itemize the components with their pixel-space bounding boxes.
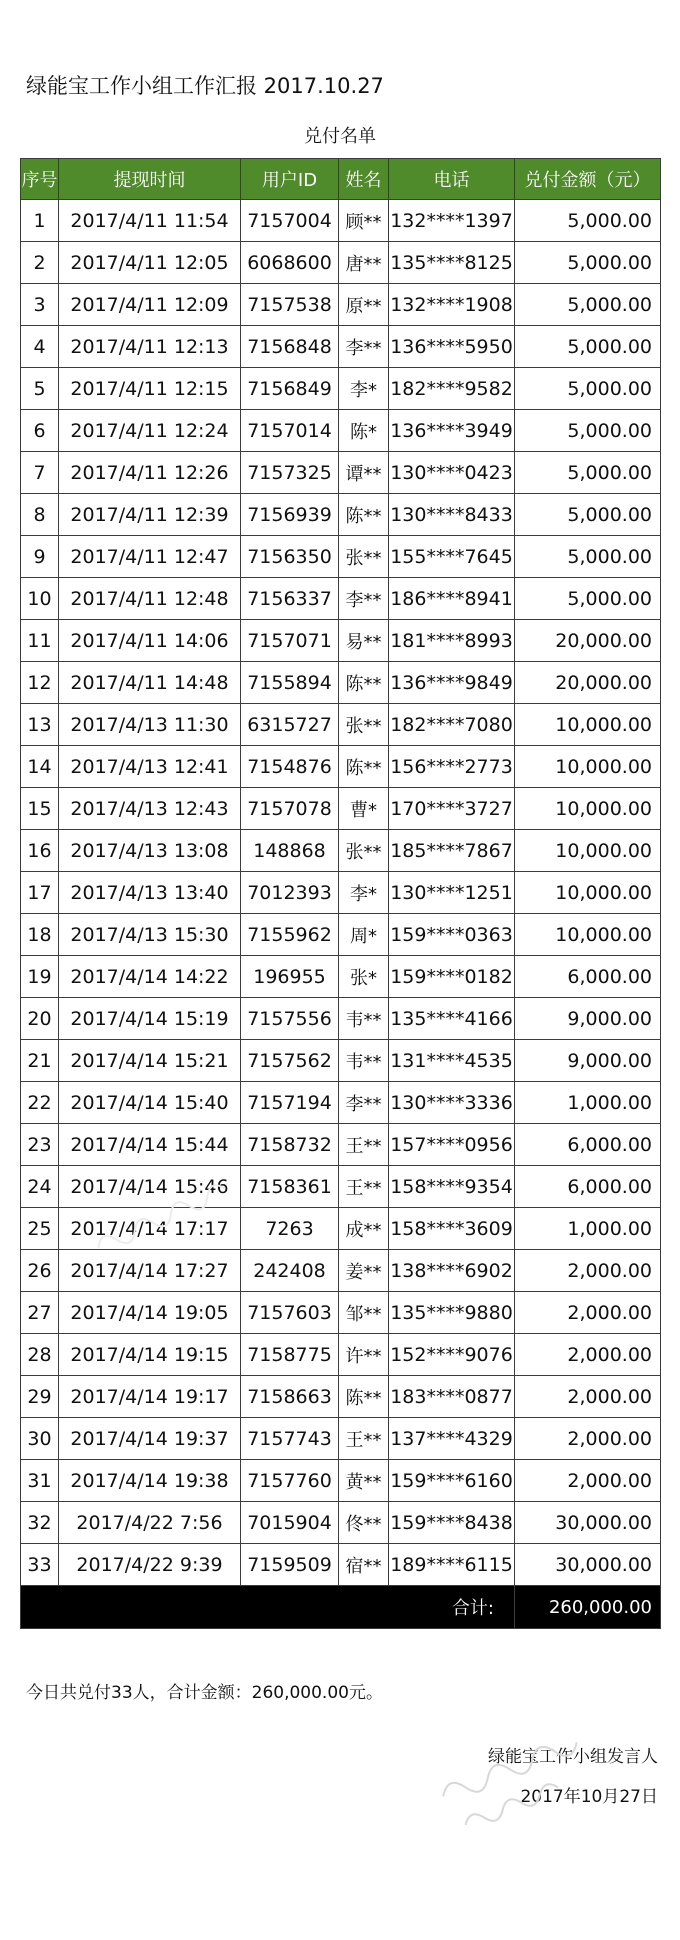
withdraw-time: 2017/4/11 14:06 xyxy=(59,620,241,662)
table-row xyxy=(21,1544,661,1586)
table-row xyxy=(21,1418,661,1460)
withdraw-time: 2017/4/13 15:30 xyxy=(59,914,241,956)
withdraw-time: 2017/4/11 12:13 xyxy=(59,326,241,368)
withdraw-time: 2017/4/11 14:48 xyxy=(59,662,241,704)
amount: 5,000.00 xyxy=(515,452,661,494)
amount: 10,000.00 xyxy=(515,830,661,872)
phone: 137****4329 xyxy=(389,1418,515,1460)
row-index: 32 xyxy=(21,1502,59,1544)
row-index: 29 xyxy=(21,1376,59,1418)
phone: 170****3727 xyxy=(389,788,515,830)
row-index: 19 xyxy=(21,956,59,998)
user-name: 唐** xyxy=(339,242,389,284)
amount: 5,000.00 xyxy=(515,200,661,242)
withdraw-time: 2017/4/11 12:05 xyxy=(59,242,241,284)
phone: 131****4535 xyxy=(389,1040,515,1082)
table-row xyxy=(21,1166,661,1208)
row-index: 10 xyxy=(21,578,59,620)
col-header-amount: 兑付金额（元） xyxy=(515,159,661,200)
table-row xyxy=(21,1208,661,1250)
table-row xyxy=(21,872,661,914)
user-id: 6068600 xyxy=(241,242,339,284)
amount: 5,000.00 xyxy=(515,326,661,368)
table-row xyxy=(21,1376,661,1418)
user-id: 7156939 xyxy=(241,494,339,536)
user-id: 7157603 xyxy=(241,1292,339,1334)
withdraw-time: 2017/4/14 15:40 xyxy=(59,1082,241,1124)
row-index: 3 xyxy=(21,284,59,326)
total-value: 260,000.00 xyxy=(515,1586,661,1629)
user-name: 韦** xyxy=(339,1040,389,1082)
phone: 152****9076 xyxy=(389,1334,515,1376)
col-header-time: 提现时间 xyxy=(59,159,241,200)
row-index: 14 xyxy=(21,746,59,788)
user-name: 李** xyxy=(339,578,389,620)
user-id: 7157071 xyxy=(241,620,339,662)
row-index: 7 xyxy=(21,452,59,494)
row-index: 24 xyxy=(21,1166,59,1208)
amount: 2,000.00 xyxy=(515,1292,661,1334)
table-row xyxy=(21,242,661,284)
col-header-phone: 电话 xyxy=(389,159,515,200)
table-row xyxy=(21,284,661,326)
user-id: 7155962 xyxy=(241,914,339,956)
user-id: 7157743 xyxy=(241,1418,339,1460)
user-id: 7154876 xyxy=(241,746,339,788)
amount: 6,000.00 xyxy=(515,956,661,998)
phone: 158****9354 xyxy=(389,1166,515,1208)
phone: 159****8438 xyxy=(389,1502,515,1544)
withdraw-time: 2017/4/14 19:38 xyxy=(59,1460,241,1502)
row-index: 4 xyxy=(21,326,59,368)
amount: 30,000.00 xyxy=(515,1502,661,1544)
phone: 136****9849 xyxy=(389,662,515,704)
phone: 135****8125 xyxy=(389,242,515,284)
withdraw-time: 2017/4/14 19:15 xyxy=(59,1334,241,1376)
user-id: 7157014 xyxy=(241,410,339,452)
row-index: 22 xyxy=(21,1082,59,1124)
amount: 1,000.00 xyxy=(515,1082,661,1124)
phone: 181****8993 xyxy=(389,620,515,662)
user-name: 李* xyxy=(339,368,389,410)
withdraw-time: 2017/4/14 15:21 xyxy=(59,1040,241,1082)
user-id: 7157078 xyxy=(241,788,339,830)
withdraw-time: 2017/4/13 13:40 xyxy=(59,872,241,914)
withdraw-time: 2017/4/13 11:30 xyxy=(59,704,241,746)
row-index: 6 xyxy=(21,410,59,452)
user-name: 王** xyxy=(339,1124,389,1166)
phone: 159****0182 xyxy=(389,956,515,998)
user-name: 李** xyxy=(339,326,389,368)
row-index: 5 xyxy=(21,368,59,410)
table-row xyxy=(21,536,661,578)
row-index: 18 xyxy=(21,914,59,956)
table-row xyxy=(21,662,661,704)
row-index: 21 xyxy=(21,1040,59,1082)
phone: 156****2773 xyxy=(389,746,515,788)
withdraw-time: 2017/4/14 17:27 xyxy=(59,1250,241,1292)
row-index: 1 xyxy=(21,200,59,242)
table-row xyxy=(21,410,661,452)
user-id: 7158361 xyxy=(241,1166,339,1208)
withdraw-time: 2017/4/14 15:19 xyxy=(59,998,241,1040)
withdraw-time: 2017/4/13 12:41 xyxy=(59,746,241,788)
row-index: 31 xyxy=(21,1460,59,1502)
user-name: 邹** xyxy=(339,1292,389,1334)
table-row xyxy=(21,1292,661,1334)
user-name: 张** xyxy=(339,704,389,746)
phone: 182****9582 xyxy=(389,368,515,410)
row-index: 20 xyxy=(21,998,59,1040)
user-id: 6315727 xyxy=(241,704,339,746)
table-row xyxy=(21,1250,661,1292)
row-index: 23 xyxy=(21,1124,59,1166)
withdraw-time: 2017/4/11 12:26 xyxy=(59,452,241,494)
user-id: 7157760 xyxy=(241,1460,339,1502)
table-row xyxy=(21,1334,661,1376)
user-name: 张** xyxy=(339,536,389,578)
amount: 5,000.00 xyxy=(515,284,661,326)
user-name: 宿** xyxy=(339,1544,389,1586)
withdraw-time: 2017/4/14 15:44 xyxy=(59,1124,241,1166)
phone: 135****9880 xyxy=(389,1292,515,1334)
amount: 5,000.00 xyxy=(515,410,661,452)
amount: 2,000.00 xyxy=(515,1460,661,1502)
table-row xyxy=(21,998,661,1040)
user-name: 顾** xyxy=(339,200,389,242)
payout-table xyxy=(20,158,661,1629)
user-id: 7157562 xyxy=(241,1040,339,1082)
user-name: 曹* xyxy=(339,788,389,830)
user-id: 7157325 xyxy=(241,452,339,494)
user-id: 7157004 xyxy=(241,200,339,242)
table-row xyxy=(21,326,661,368)
user-name: 谭** xyxy=(339,452,389,494)
amount: 10,000.00 xyxy=(515,872,661,914)
col-header-index: 序号 xyxy=(21,159,59,200)
withdraw-time: 2017/4/22 7:56 xyxy=(59,1502,241,1544)
table-row xyxy=(21,956,661,998)
table-row xyxy=(21,494,661,536)
table-row xyxy=(21,1124,661,1166)
col-header-user-id: 用户ID xyxy=(241,159,339,200)
amount: 10,000.00 xyxy=(515,788,661,830)
withdraw-time: 2017/4/22 9:39 xyxy=(59,1544,241,1586)
row-index: 16 xyxy=(21,830,59,872)
user-name: 周* xyxy=(339,914,389,956)
user-id: 196955 xyxy=(241,956,339,998)
table-row xyxy=(21,368,661,410)
phone: 136****3949 xyxy=(389,410,515,452)
user-name: 姜** xyxy=(339,1250,389,1292)
user-id: 7158663 xyxy=(241,1376,339,1418)
row-index: 9 xyxy=(21,536,59,578)
phone: 130****8433 xyxy=(389,494,515,536)
table-body xyxy=(21,200,661,1586)
amount: 2,000.00 xyxy=(515,1376,661,1418)
withdraw-time: 2017/4/14 15:46 xyxy=(59,1166,241,1208)
row-index: 30 xyxy=(21,1418,59,1460)
amount: 9,000.00 xyxy=(515,998,661,1040)
user-name: 成** xyxy=(339,1208,389,1250)
amount: 20,000.00 xyxy=(515,620,661,662)
phone: 136****5950 xyxy=(389,326,515,368)
row-index: 2 xyxy=(21,242,59,284)
spokesperson-signature: 绿能宝工作小组发言人 xyxy=(488,1747,658,1767)
user-id: 7155894 xyxy=(241,662,339,704)
row-index: 12 xyxy=(21,662,59,704)
phone: 130****1251 xyxy=(389,872,515,914)
withdraw-time: 2017/4/11 12:15 xyxy=(59,368,241,410)
phone: 186****8941 xyxy=(389,578,515,620)
phone: 132****1908 xyxy=(389,284,515,326)
withdraw-time: 2017/4/11 12:47 xyxy=(59,536,241,578)
withdraw-time: 2017/4/14 17:17 xyxy=(59,1208,241,1250)
table-row xyxy=(21,1040,661,1082)
table-header-row xyxy=(21,159,661,200)
table-row xyxy=(21,452,661,494)
amount: 5,000.00 xyxy=(515,494,661,536)
phone: 159****6160 xyxy=(389,1460,515,1502)
withdraw-time: 2017/4/11 11:54 xyxy=(59,200,241,242)
withdraw-time: 2017/4/13 12:43 xyxy=(59,788,241,830)
row-index: 13 xyxy=(21,704,59,746)
table-row xyxy=(21,788,661,830)
list-title: 兑付名单 xyxy=(304,126,376,147)
table-row xyxy=(21,746,661,788)
table-row xyxy=(21,620,661,662)
total-label: 合计: xyxy=(21,1586,515,1629)
amount: 5,000.00 xyxy=(515,578,661,620)
withdraw-time: 2017/4/14 19:05 xyxy=(59,1292,241,1334)
withdraw-time: 2017/4/14 19:37 xyxy=(59,1418,241,1460)
amount: 6,000.00 xyxy=(515,1166,661,1208)
table-row xyxy=(21,200,661,242)
amount: 30,000.00 xyxy=(515,1544,661,1586)
stamp-watermark xyxy=(420,1700,650,1840)
amount: 10,000.00 xyxy=(515,914,661,956)
amount: 9,000.00 xyxy=(515,1040,661,1082)
amount: 1,000.00 xyxy=(515,1208,661,1250)
row-index: 11 xyxy=(21,620,59,662)
user-name: 陈** xyxy=(339,1376,389,1418)
amount: 20,000.00 xyxy=(515,662,661,704)
row-index: 25 xyxy=(21,1208,59,1250)
user-id: 148868 xyxy=(241,830,339,872)
user-id: 7157556 xyxy=(241,998,339,1040)
phone: 130****3336 xyxy=(389,1082,515,1124)
user-id: 7156848 xyxy=(241,326,339,368)
amount: 2,000.00 xyxy=(515,1334,661,1376)
user-id: 7158775 xyxy=(241,1334,339,1376)
user-id: 7159509 xyxy=(241,1544,339,1586)
table-row xyxy=(21,578,661,620)
phone: 130****0423 xyxy=(389,452,515,494)
user-name: 陈** xyxy=(339,494,389,536)
amount: 10,000.00 xyxy=(515,746,661,788)
withdraw-time: 2017/4/11 12:24 xyxy=(59,410,241,452)
table-row xyxy=(21,1460,661,1502)
phone: 159****0363 xyxy=(389,914,515,956)
withdraw-time: 2017/4/14 19:17 xyxy=(59,1376,241,1418)
user-id: 7263 xyxy=(241,1208,339,1250)
amount: 6,000.00 xyxy=(515,1124,661,1166)
withdraw-time: 2017/4/11 12:48 xyxy=(59,578,241,620)
phone: 135****4166 xyxy=(389,998,515,1040)
phone: 138****6902 xyxy=(389,1250,515,1292)
user-name: 张** xyxy=(339,830,389,872)
table-row xyxy=(21,830,661,872)
report-title: 绿能宝工作小组工作汇报 2017.10.27 xyxy=(26,74,384,98)
user-name: 张* xyxy=(339,956,389,998)
user-name: 陈* xyxy=(339,410,389,452)
row-index: 17 xyxy=(21,872,59,914)
phone: 158****3609 xyxy=(389,1208,515,1250)
row-index: 27 xyxy=(21,1292,59,1334)
amount: 2,000.00 xyxy=(515,1250,661,1292)
table-row xyxy=(21,1502,661,1544)
user-name: 陈** xyxy=(339,746,389,788)
user-name: 黄** xyxy=(339,1460,389,1502)
phone: 183****0877 xyxy=(389,1376,515,1418)
withdraw-time: 2017/4/11 12:39 xyxy=(59,494,241,536)
signature-date: 2017年10月27日 xyxy=(520,1787,658,1807)
amount: 5,000.00 xyxy=(515,368,661,410)
withdraw-time: 2017/4/14 14:22 xyxy=(59,956,241,998)
user-id: 7012393 xyxy=(241,872,339,914)
user-name: 王** xyxy=(339,1418,389,1460)
phone: 155****7645 xyxy=(389,536,515,578)
phone: 182****7080 xyxy=(389,704,515,746)
user-id: 7156849 xyxy=(241,368,339,410)
user-name: 许** xyxy=(339,1334,389,1376)
phone: 132****1397 xyxy=(389,200,515,242)
user-id: 7158732 xyxy=(241,1124,339,1166)
user-name: 李** xyxy=(339,1082,389,1124)
user-id: 7156350 xyxy=(241,536,339,578)
phone: 157****0956 xyxy=(389,1124,515,1166)
summary-text: 今日共兑付33人，合计金额：260,000.00元。 xyxy=(26,1683,383,1703)
table-row xyxy=(21,1082,661,1124)
row-index: 26 xyxy=(21,1250,59,1292)
withdraw-time: 2017/4/13 13:08 xyxy=(59,830,241,872)
user-name: 原** xyxy=(339,284,389,326)
row-index: 33 xyxy=(21,1544,59,1586)
user-name: 易** xyxy=(339,620,389,662)
amount: 5,000.00 xyxy=(515,536,661,578)
user-name: 陈** xyxy=(339,662,389,704)
user-id: 7156337 xyxy=(241,578,339,620)
amount: 2,000.00 xyxy=(515,1418,661,1460)
user-id: 7015904 xyxy=(241,1502,339,1544)
amount: 10,000.00 xyxy=(515,704,661,746)
table-row xyxy=(21,704,661,746)
withdraw-time: 2017/4/11 12:09 xyxy=(59,284,241,326)
phone: 185****7867 xyxy=(389,830,515,872)
table-row xyxy=(21,914,661,956)
user-id: 7157194 xyxy=(241,1082,339,1124)
row-index: 8 xyxy=(21,494,59,536)
user-name: 李* xyxy=(339,872,389,914)
total-row xyxy=(21,1586,661,1629)
amount: 5,000.00 xyxy=(515,242,661,284)
user-name: 佟** xyxy=(339,1502,389,1544)
row-index: 15 xyxy=(21,788,59,830)
user-id: 242408 xyxy=(241,1250,339,1292)
user-id: 7157538 xyxy=(241,284,339,326)
user-name: 韦** xyxy=(339,998,389,1040)
col-header-name: 姓名 xyxy=(339,159,389,200)
user-name: 王** xyxy=(339,1166,389,1208)
phone: 189****6115 xyxy=(389,1544,515,1586)
row-index: 28 xyxy=(21,1334,59,1376)
